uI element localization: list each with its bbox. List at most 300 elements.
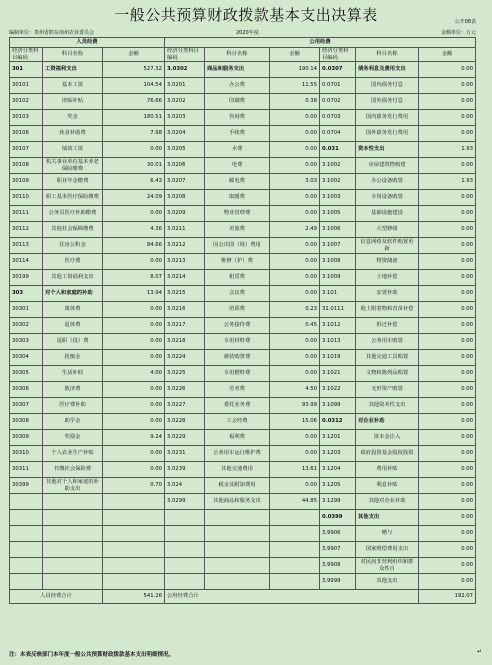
name-cell: 救济费 <box>43 382 103 398</box>
code-cell: 30112 <box>10 222 43 238</box>
amount-cell: 0.00 <box>419 158 476 174</box>
amount-cell <box>270 574 320 590</box>
personnel-total-amount: 541.26 <box>103 590 165 604</box>
code-cell: 0.0703 <box>320 110 356 126</box>
name-cell: 绩效工资 <box>43 142 103 158</box>
compiling-unit: 编制单位：贵州省黔东南州农业委员会 <box>9 30 95 36</box>
name-cell: 奖金 <box>43 110 103 126</box>
table-row <box>10 270 476 286</box>
amount-cell: 0.00 <box>419 78 476 94</box>
table-row <box>10 542 476 558</box>
expenditure-table <box>9 37 476 604</box>
amount-cell: 0.00 <box>103 302 165 318</box>
code-cell: 3.101 <box>320 286 356 302</box>
table-row <box>10 558 476 574</box>
code-cell <box>165 558 205 574</box>
code-cell: 3.0208 <box>165 190 205 206</box>
name-cell: 其他支出 <box>356 510 419 526</box>
code-cell: 3.0214 <box>165 270 205 286</box>
name-cell: 大型修缮 <box>356 222 419 238</box>
name-cell: 咨询费 <box>205 110 270 126</box>
amount-cell: 0.00 <box>103 206 165 222</box>
table-row <box>10 142 476 158</box>
name-cell: 离休费 <box>43 302 103 318</box>
name-cell: 医疗费 <box>43 254 103 270</box>
name-cell: 物资储备 <box>356 254 419 270</box>
name-cell: 取暖费 <box>205 190 270 206</box>
code-cell: 301 <box>10 62 43 78</box>
amount-cell: 0.00 <box>419 318 476 334</box>
amount-cell: 93.99 <box>270 398 320 414</box>
table-row <box>10 174 476 190</box>
name-cell <box>43 574 103 590</box>
amount-cell: 0.00 <box>419 254 476 270</box>
table-row <box>10 510 476 526</box>
code-cell <box>10 494 43 510</box>
form-number: 公开08表 <box>454 19 476 25</box>
code-cell <box>10 510 43 526</box>
amount-cell: 0.00 <box>419 398 476 414</box>
amount-cell: 0.00 <box>270 190 320 206</box>
code-cell: 3.0204 <box>165 126 205 142</box>
code-cell: 3.0239 <box>165 462 205 478</box>
amount-cell: 0.00 <box>419 526 476 542</box>
code-cell: 30114 <box>10 254 43 270</box>
name-cell <box>43 510 103 526</box>
amount-cell: 0.00 <box>270 270 320 286</box>
amount-cell: 180.51 <box>103 110 165 126</box>
amount-cell: 0.45 <box>270 318 320 334</box>
code-cell <box>10 574 43 590</box>
table-row <box>10 158 476 174</box>
amount-cell: 0.00 <box>419 126 476 142</box>
code-cell: 3.1006 <box>320 222 356 238</box>
amount-cell: 0.70 <box>103 478 165 494</box>
name-cell: 文物和陈列品购置 <box>356 366 419 382</box>
code-cell: 30106 <box>10 126 43 142</box>
name-cell: 其他对个人和家庭的补助支出 <box>43 478 103 494</box>
name-cell: 办公费 <box>205 78 270 94</box>
name-cell <box>205 558 270 574</box>
name-cell <box>43 558 103 574</box>
code-cell: 30101 <box>10 78 43 94</box>
code-cell: 3.0202 <box>165 94 205 110</box>
name-cell: 抚恤金 <box>43 350 103 366</box>
code-cell: 3.1299 <box>320 494 356 510</box>
table-row <box>10 110 476 126</box>
personnel-section-header: 人员经费 <box>10 38 165 48</box>
amount-cell: 0.00 <box>270 254 320 270</box>
code-cell: 30310 <box>10 446 43 462</box>
code-cell: 3.0211 <box>165 222 205 238</box>
name-cell: 职工基本医疗保险缴费 <box>43 190 103 206</box>
code-cell: 3.0217 <box>165 318 205 334</box>
amount-cell: 0.00 <box>270 110 320 126</box>
name-cell: 安置补助 <box>356 286 419 302</box>
table-row <box>10 126 476 142</box>
footnote: 注：本表反映部门本年度一般公共预算财政拨款基本支出明细情况。 <box>9 652 175 658</box>
name-cell: 房屋建筑物购建 <box>356 158 419 174</box>
code-cell: 30305 <box>10 366 43 382</box>
code-cell: 3.1013 <box>320 334 356 350</box>
amount-cell: 1.93 <box>419 174 476 190</box>
name-cell: 信息网络及软件购置更新 <box>356 238 419 254</box>
code-cell: 3.1002 <box>320 158 356 174</box>
code-cell: 3.1203 <box>320 446 356 462</box>
amount-cell: 0.00 <box>419 110 476 126</box>
amount-cell: 6.43 <box>103 174 165 190</box>
col-header-name: 科目名称 <box>356 48 419 62</box>
code-cell: 3.0213 <box>165 254 205 270</box>
code-cell: 3.9906 <box>320 526 356 542</box>
amount-cell: 527.32 <box>103 62 165 78</box>
amount-cell: 0.00 <box>419 574 476 590</box>
name-cell: 公务员医疗补助缴费 <box>43 206 103 222</box>
code-cell <box>165 510 205 526</box>
table-row <box>10 382 476 398</box>
code-cell: 0.0312 <box>320 414 356 430</box>
code-cell <box>10 542 43 558</box>
amount-cell: 9.24 <box>103 430 165 446</box>
code-cell: 3.0226 <box>165 382 205 398</box>
name-cell: 国家赔偿费用支出 <box>356 542 419 558</box>
code-cell: 3.1205 <box>320 478 356 494</box>
code-cell: 303 <box>10 286 43 302</box>
code-cell: 30199 <box>10 270 43 286</box>
code-cell: 3.0228 <box>165 414 205 430</box>
table-row <box>10 318 476 334</box>
name-cell: 国内债务付息 <box>356 78 419 94</box>
code-cell: 30308 <box>10 414 43 430</box>
name-cell: 电费 <box>205 158 270 174</box>
code-cell <box>165 526 205 542</box>
amount-cell <box>103 526 165 542</box>
code-cell: 3.9907 <box>320 542 356 558</box>
code-cell: 3.0227 <box>165 398 205 414</box>
amount-cell: 0.00 <box>419 302 476 318</box>
personnel-total-label: 人员经费合计 <box>10 590 103 604</box>
table-row <box>10 366 476 382</box>
name-cell: 利息补贴 <box>356 478 419 494</box>
code-cell: 30306 <box>10 382 43 398</box>
amount-cell: 4.50 <box>270 382 320 398</box>
code-cell: 30311 <box>10 462 43 478</box>
name-cell: 差旅费 <box>205 222 270 238</box>
name-cell: 国外债务发行费用 <box>356 126 419 142</box>
amount-cell: 0.00 <box>419 510 476 526</box>
code-cell: 31.0111 <box>320 302 356 318</box>
table-row <box>10 430 476 446</box>
code-cell: 30108 <box>10 158 43 174</box>
code-cell: 3.1204 <box>320 462 356 478</box>
amount-cell: 0.00 <box>419 414 476 430</box>
name-cell: 生活补助 <box>43 366 103 382</box>
amount-cell: 0.00 <box>419 478 476 494</box>
name-cell: 其他资本性支出 <box>356 398 419 414</box>
name-cell: 机关事业单位基本养老保险缴费 <box>43 158 103 174</box>
name-cell: 医疗费补助 <box>43 398 103 414</box>
amount-cell: 76.66 <box>103 94 165 110</box>
code-cell: 3.9908 <box>320 558 356 574</box>
name-cell: 其他商品和服务支出 <box>205 494 270 510</box>
amount-cell: 0.00 <box>419 190 476 206</box>
table-row <box>10 206 476 222</box>
amount-cell: 1.93 <box>419 142 476 158</box>
code-cell: 3.0302 <box>165 62 205 78</box>
amount-cell: 15.06 <box>270 414 320 430</box>
code-cell: 3.0206 <box>165 158 205 174</box>
code-cell <box>10 558 43 574</box>
table-row <box>10 350 476 366</box>
amount-cell: 0.00 <box>103 398 165 414</box>
name-cell: 职业年金缴费 <box>43 174 103 190</box>
code-cell: 3.0218 <box>165 334 205 350</box>
code-cell: 30303 <box>10 334 43 350</box>
name-cell: 办公设备购置 <box>356 174 419 190</box>
name-cell: 其他交通费用 <box>205 462 270 478</box>
table-row <box>10 478 476 494</box>
amount-cell: 8.07 <box>103 270 165 286</box>
code-cell <box>165 574 205 590</box>
table-row <box>10 190 476 206</box>
code-cell: 3.1019 <box>320 350 356 366</box>
code-cell: 30304 <box>10 350 43 366</box>
code-cell: 3.0207 <box>165 174 205 190</box>
name-cell: 福利费 <box>205 430 270 446</box>
amount-cell: 0.00 <box>103 414 165 430</box>
code-cell: 3.1003 <box>320 190 356 206</box>
col-header-amount: 金额 <box>103 48 165 62</box>
amount-cell <box>270 558 320 574</box>
col-header-code: 经济分类科目编码 <box>320 48 356 62</box>
name-cell: 专用材料费 <box>205 334 270 350</box>
name-cell: 退休费 <box>43 318 103 334</box>
code-cell: 30399 <box>10 478 43 494</box>
amount-cell: 0.00 <box>103 382 165 398</box>
amount-cell: 0.00 <box>103 446 165 462</box>
public-total-amount: 192.07 <box>419 590 476 604</box>
amount-cell: 0.38 <box>270 94 320 110</box>
name-cell: 专用设备购置 <box>356 190 419 206</box>
amount-cell: 0.00 <box>270 286 320 302</box>
code-cell: 30102 <box>10 94 43 110</box>
name-cell: 专用燃料费 <box>205 366 270 382</box>
table-row <box>10 78 476 94</box>
amount-cell: 0.00 <box>419 238 476 254</box>
name-cell: 对企业补助 <box>356 414 419 430</box>
amount-cell: 3.03 <box>270 174 320 190</box>
public-total-label: 公用经费合计 <box>165 590 419 604</box>
amount-cell: 0.00 <box>419 382 476 398</box>
amount-cell: 0.00 <box>270 478 320 494</box>
name-cell: 对个人和家庭的补助 <box>43 286 103 302</box>
amount-cell: 0.00 <box>103 334 165 350</box>
amount-cell: 0.00 <box>419 558 476 574</box>
amount-cell: 84.66 <box>103 238 165 254</box>
code-cell: 3.0231 <box>165 446 205 462</box>
name-cell: 工资福利支出 <box>43 62 103 78</box>
name-cell: 个人农业生产补贴 <box>43 446 103 462</box>
code-cell: 30111 <box>10 206 43 222</box>
code-cell: 3.1099 <box>320 398 356 414</box>
table-row <box>10 494 476 510</box>
name-cell: 商品和服务支出 <box>205 62 270 78</box>
table-row <box>10 62 476 78</box>
code-cell: 3.0201 <box>165 78 205 94</box>
amount-cell <box>103 574 165 590</box>
amount-cell: 0.00 <box>419 222 476 238</box>
name-cell: 基本工资 <box>43 78 103 94</box>
name-cell <box>205 542 270 558</box>
table-row <box>10 334 476 350</box>
name-cell: 助学金 <box>43 414 103 430</box>
name-cell: 费用补贴 <box>356 462 419 478</box>
name-cell: 手续费 <box>205 126 270 142</box>
code-cell: 0.0702 <box>320 94 356 110</box>
code-cell: 3.1012 <box>320 318 356 334</box>
name-cell <box>205 510 270 526</box>
amount-cell: 0.00 <box>270 430 320 446</box>
code-cell: 3.1007 <box>320 238 356 254</box>
col-header-name: 科目名称 <box>205 48 270 62</box>
code-cell: 30110 <box>10 190 43 206</box>
amount-cell: 0.00 <box>270 142 320 158</box>
name-cell: 资本性支出 <box>356 142 419 158</box>
amount-cell: 0.00 <box>419 430 476 446</box>
table-body <box>10 38 476 590</box>
name-cell <box>205 526 270 542</box>
amount-cell: 0.00 <box>419 446 476 462</box>
name-cell: 其他支出 <box>356 574 419 590</box>
amount-cell <box>103 558 165 574</box>
code-cell: 3.0229 <box>165 430 205 446</box>
amount-cell: 0.00 <box>270 126 320 142</box>
amount-cell: 0.00 <box>270 446 320 462</box>
amount-cell: 11.55 <box>270 78 320 94</box>
name-cell: 无形资产购置 <box>356 382 419 398</box>
code-cell: 30302 <box>10 318 43 334</box>
col-header-amount: 金额 <box>270 48 320 62</box>
code-cell: 3.1009 <box>320 270 356 286</box>
amount-cell: 13.61 <box>270 462 320 478</box>
code-cell <box>165 542 205 558</box>
table-row <box>10 222 476 238</box>
name-cell: 劳务费 <box>205 382 270 398</box>
col-header-amount: 金额 <box>419 48 476 62</box>
code-cell: 3.1002 <box>320 174 356 190</box>
code-cell: 0.031 <box>320 142 356 158</box>
amount-cell <box>270 526 320 542</box>
amount-cell: 44.85 <box>270 494 320 510</box>
name-cell: 印刷费 <box>205 94 270 110</box>
name-cell: 拆迁补偿 <box>356 318 419 334</box>
table-row <box>10 254 476 270</box>
code-cell: 0.0307 <box>320 62 356 78</box>
table-row <box>10 414 476 430</box>
name-cell: 其他对企业补助 <box>356 494 419 510</box>
amount-cell: 0.00 <box>419 62 476 78</box>
amount-cell: 0.00 <box>270 350 320 366</box>
name-cell: 培训费 <box>205 302 270 318</box>
code-cell: 3.1008 <box>320 254 356 270</box>
name-cell: 委托业务费 <box>205 398 270 414</box>
name-cell: 退职（役）费 <box>43 334 103 350</box>
code-cell: 3.1005 <box>320 206 356 222</box>
code-cell: 3.9999 <box>320 574 356 590</box>
name-cell: 对民间非营利组织和群众性自 <box>356 558 419 574</box>
amount-cell: 0.00 <box>419 334 476 350</box>
name-cell: 伙食补助费 <box>43 126 103 142</box>
name-cell: 工会经费 <box>205 414 270 430</box>
amount-cell: 4.00 <box>103 366 165 382</box>
name-cell <box>43 494 103 510</box>
table-row <box>10 574 476 590</box>
amount-cell: 0.00 <box>270 366 320 382</box>
amount-cell <box>103 494 165 510</box>
name-cell: 公务用车购置 <box>356 334 419 350</box>
name-cell: 津贴补贴 <box>43 94 103 110</box>
totals-row <box>10 590 476 604</box>
amount-cell <box>270 510 320 526</box>
code-cell <box>10 526 43 542</box>
name-cell: 住房公积金 <box>43 238 103 254</box>
name-cell: 其他交通工具购置 <box>356 350 419 366</box>
code-cell: 30107 <box>10 142 43 158</box>
name-cell: 其他工资福利支出 <box>43 270 103 286</box>
table-row <box>10 446 476 462</box>
code-cell: 30301 <box>10 302 43 318</box>
name-cell: 维修（护）费 <box>205 254 270 270</box>
code-cell: 0.0704 <box>320 126 356 142</box>
col-header-name: 科目名称 <box>43 48 103 62</box>
name-cell: 公务用车运行维护费 <box>205 446 270 462</box>
table-row <box>10 302 476 318</box>
code-cell: 3.1201 <box>320 430 356 446</box>
name-cell <box>43 526 103 542</box>
name-cell: 其他社会保障缴费 <box>43 222 103 238</box>
amount-cell: 0.00 <box>270 334 320 350</box>
amount-cell: 0.00 <box>419 494 476 510</box>
name-cell: 因公出国（境）费用 <box>205 238 270 254</box>
code-cell: 3.1022 <box>320 382 356 398</box>
name-cell: 政府投资基金股权投资 <box>356 446 419 462</box>
code-cell: 3.0215 <box>165 286 205 302</box>
code-cell: 30103 <box>10 110 43 126</box>
amount-cell: 190.14 <box>270 62 320 78</box>
name-cell: 水费 <box>205 142 270 158</box>
money-unit: 金额单位：万元 <box>440 30 476 36</box>
name-cell <box>205 574 270 590</box>
amount-cell: 0.00 <box>419 94 476 110</box>
code-cell: 30309 <box>10 430 43 446</box>
amount-cell: 0.23 <box>270 302 320 318</box>
amount-cell: 0.00 <box>419 366 476 382</box>
name-cell: 赠与 <box>356 526 419 542</box>
amount-cell: 0.00 <box>419 542 476 558</box>
amount-cell: 0.00 <box>270 238 320 254</box>
name-cell: 公务接待费 <box>205 318 270 334</box>
amount-cell: 2.49 <box>270 222 320 238</box>
code-cell: 3.024 <box>165 478 205 494</box>
code-cell: 3.0212 <box>165 238 205 254</box>
name-cell: 资本金注入 <box>356 430 419 446</box>
name-cell <box>43 542 103 558</box>
code-cell: 3.0216 <box>165 302 205 318</box>
amount-cell: 0.00 <box>419 350 476 366</box>
table-row <box>10 526 476 542</box>
code-cell: 30307 <box>10 398 43 414</box>
report-year: 2020年度 <box>236 30 259 36</box>
